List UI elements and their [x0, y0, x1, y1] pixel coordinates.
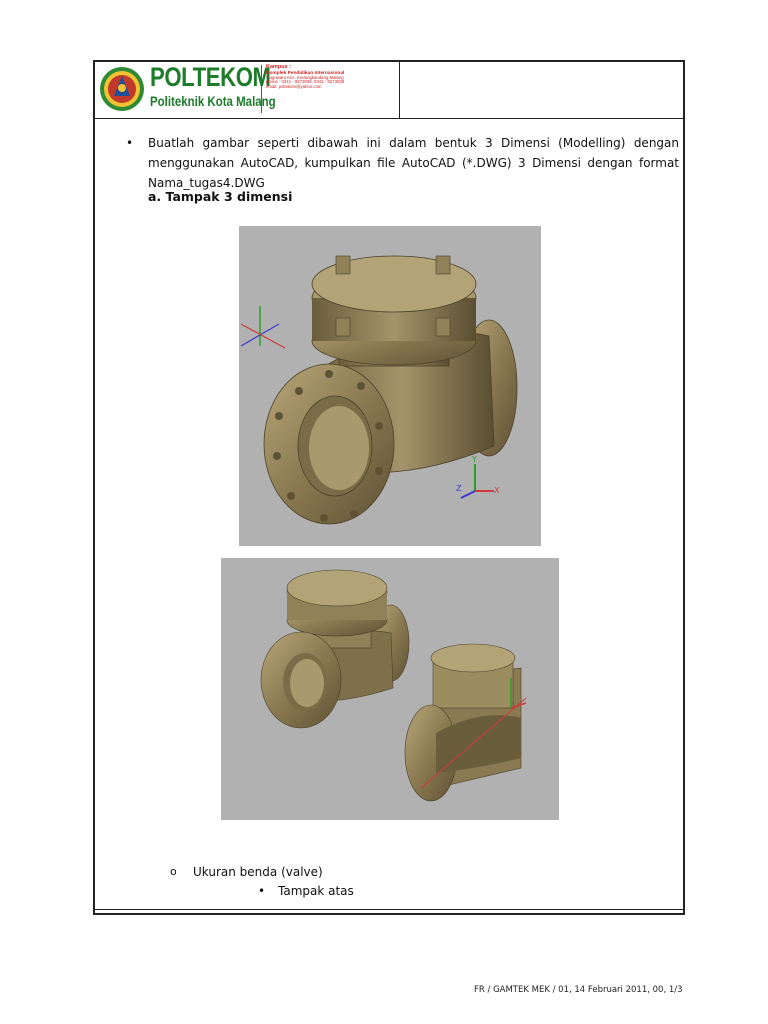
brand-title: POLTEKOM — [150, 62, 271, 92]
header-divider — [399, 62, 400, 118]
campus-address: Tlogowaru Kec. Kedungkandang Malang — [266, 74, 344, 80]
document-header — [95, 62, 683, 119]
poltekom-logo-icon — [99, 66, 145, 112]
campus-title: Kampus : — [266, 64, 292, 70]
brand-subtitle: Politeknik Kota Malang — [150, 93, 276, 109]
axis-y-label: Y — [472, 455, 477, 464]
list-marker-circle: o — [170, 865, 177, 878]
axis-z-label: Z — [456, 484, 462, 493]
list-marker-dot: • — [258, 884, 266, 898]
list-item-size: Ukuran benda (valve) — [193, 865, 323, 879]
valve-3d-view-image — [239, 226, 541, 546]
campus-info — [261, 65, 396, 113]
campus-phone: phone : 0341 - 9273038, 0341 - 9273039 — [266, 79, 345, 85]
list-item-top-view: Tampak atas — [278, 884, 354, 898]
axis-x-label: X — [494, 486, 500, 495]
frame-bottom-rule — [95, 909, 683, 910]
instruction-text: Buatlah gambar seperti dibawah ini dalam bentuk 3 Dimensi (Modelling) dengan menggunakan AutoCAD, kumpulkan file AutoCAD (*.DWG) 3 Dimensi dengan format Nama_tugas4.DWG — [148, 136, 679, 190]
document-footer: FR / GAMTEK MEK / 01, 14 Februari 2011, 00, 1/3 — [474, 985, 683, 995]
campus-email: email: poltekom@yahoo.com — [266, 83, 322, 89]
section-heading: a. Tampak 3 dimensi — [148, 189, 293, 204]
instruction-bullet: • — [126, 136, 134, 150]
campus-name: Komplek Pendidikan Internasional — [266, 70, 345, 76]
valve-section-view-image — [221, 558, 559, 820]
